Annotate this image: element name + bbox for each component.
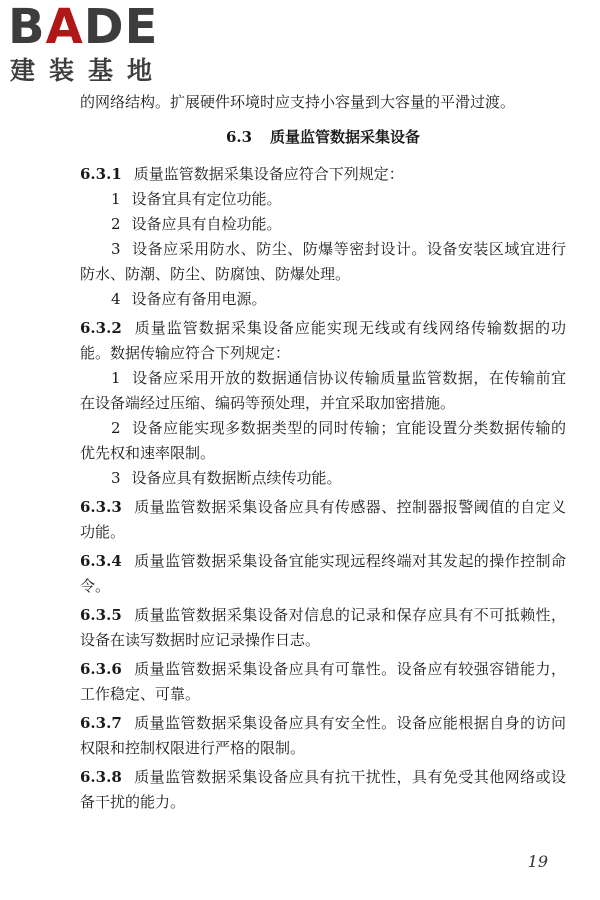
clause-6-3-1 [80,162,566,187]
logo-letter-a: A [45,0,84,55]
clause-number: 6.3.4 [80,552,122,570]
clause-text: 质量监管数据采集设备应符合下列规定： [133,165,404,183]
document-body [80,90,566,815]
item-number: 2 [111,215,121,233]
clause-number: 6.3.3 [80,498,122,516]
section-title: 质量监管数据采集设备 [270,128,421,146]
clause-6-3-5 [80,603,566,653]
clause-6-3-6 [80,657,566,707]
clause-text: 质量监管数据采集设备应具有可靠性。设备应有较强容错能力，工作稳定、可靠。 [80,660,566,703]
clause-number: 6.3.7 [80,714,122,732]
item-number: 3 [111,469,121,487]
continuation-paragraph: 的网络结构。扩展硬件环境时应支持小容量到大容量的平滑过渡。 [80,93,516,111]
item-number: 1 [111,369,121,387]
item-text: 设备应采用防水、防尘、防爆等密封设计。设备安装区域宜进行防水、防潮、防尘、防腐蚀、防爆处理。 [80,240,566,283]
clause-6-3-4 [80,549,566,599]
section-number: 6.3 [225,128,253,146]
section-heading [80,125,566,150]
item-number: 3 [111,240,121,258]
brand-logo [8,2,178,88]
item-text: 设备应有备用电源。 [131,290,267,308]
clause-text: 质量监管数据采集设备应具有安全性。设备应能根据自身的访问权限和控制权限进行严格的限制。 [80,714,566,757]
logo-subtitle: 建装基地 [10,56,167,85]
clause-6-3-7 [80,711,566,761]
clause-text: 质量监管数据采集设备应能实现无线或有线网络传输数据的功能。数据传输应符合下列规定： [80,319,566,362]
clause-6-3-3 [80,495,566,545]
clause-6-3-2-item-3 [80,466,566,491]
clause-number: 6.3.6 [80,660,122,678]
logo-wordmark [8,0,159,55]
clause-6-3-8 [80,765,566,815]
clause-6-3-1-item-2 [80,212,566,237]
clause-6-3-2 [80,316,566,366]
item-text: 设备宜具有定位功能。 [131,190,282,208]
item-number: 4 [111,290,121,308]
item-text: 设备应具有自检功能。 [131,215,282,233]
item-text: 设备应具有数据断点续传功能。 [131,469,342,487]
logo-letters-de: DE [83,0,159,55]
clause-6-3-2-item-1 [80,366,566,416]
clause-6-3-1-item-4 [80,287,566,312]
clause-text: 质量监管数据采集设备应具有传感器、控制器报警阈值的自定义功能。 [80,498,566,541]
clause-number: 6.3.8 [80,768,122,786]
clause-number: 6.3.5 [80,606,122,624]
item-text: 设备应能实现多数据类型的同时传输；宜能设置分类数据传输的优先权和速率限制。 [80,419,566,462]
item-number: 2 [111,419,121,437]
clause-6-3-2-item-2 [80,416,566,466]
clause-6-3-1-item-3 [80,237,566,287]
logo-letter-b: B [8,0,46,55]
clause-6-3-1-item-1 [80,187,566,212]
item-number: 1 [111,190,121,208]
clause-number: 6.3.1 [80,165,122,183]
clause-text: 质量监管数据采集设备应具有抗干扰性，具有免受其他网络或设备干扰的能力。 [80,768,566,811]
page-number: 19 [527,852,548,871]
clause-text: 质量监管数据采集设备对信息的记录和保存应具有不可抵赖性，设备在读写数据时应记录操作日志。 [80,606,566,649]
clause-number: 6.3.2 [80,319,122,337]
clause-text: 质量监管数据采集设备宜能实现远程终端对其发起的操作控制命令。 [80,552,566,595]
item-text: 设备应采用开放的数据通信协议传输质量监管数据，在传输前宜在设备端经过压缩、编码等预处理，并宜采取加密措施。 [80,369,566,412]
